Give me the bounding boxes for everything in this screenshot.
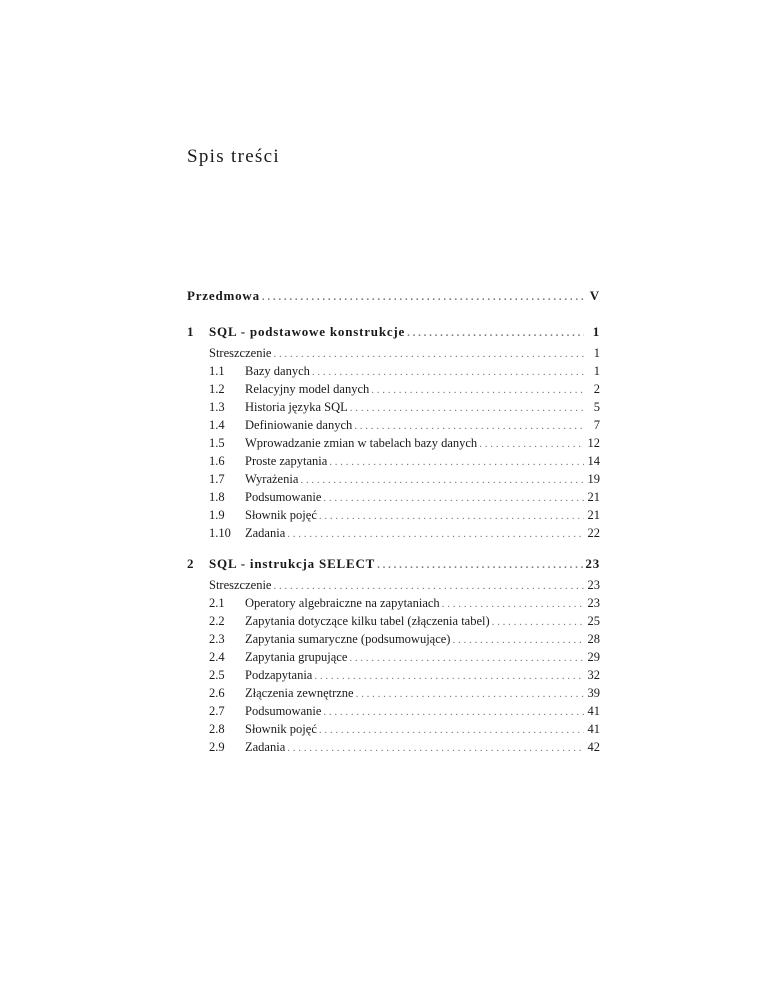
- dot-leader: [371, 381, 584, 399]
- section-title: Podzapytania: [245, 668, 313, 682]
- chapter-block: [187, 552, 600, 756]
- toc-entry-section[interactable]: [187, 380, 600, 398]
- toc-page-number: 41: [587, 704, 600, 718]
- section-number: 1.10: [209, 526, 231, 540]
- toc-entry-section[interactable]: [187, 416, 600, 434]
- dot-leader: [377, 553, 583, 577]
- toc-page-number: 23: [587, 578, 600, 592]
- dot-leader: [273, 577, 584, 595]
- dot-leader: [314, 667, 584, 685]
- section-title: Definiowanie danych: [245, 418, 353, 432]
- section-number: 1.1: [209, 364, 225, 378]
- section-number: 2.8: [209, 722, 225, 736]
- toc-entry-section[interactable]: [187, 434, 600, 452]
- toc-entry-chapter[interactable]: [187, 552, 600, 576]
- section-number: 1.8: [209, 490, 225, 504]
- toc-entry-section[interactable]: [187, 594, 600, 612]
- toc-entry-section[interactable]: [187, 506, 600, 524]
- section-title: Słownik pojęć: [245, 508, 317, 522]
- section-title: Podsumowanie: [245, 704, 322, 718]
- toc-page-number: 5: [593, 400, 600, 414]
- toc-entry-summary[interactable]: [187, 344, 600, 362]
- section-title: Zapytania grupujące: [245, 650, 348, 664]
- page-title: Spis treści: [187, 146, 280, 167]
- toc-page-number: 7: [593, 418, 600, 432]
- toc-entry-section[interactable]: [187, 452, 600, 470]
- toc-entry-section[interactable]: [187, 398, 600, 416]
- section-title: Wprowadzanie zmian w tabelach bazy danych: [245, 436, 478, 450]
- toc-page-number: 19: [587, 472, 600, 486]
- toc-page-number: 28: [587, 632, 600, 646]
- toc-page-number: 23: [585, 556, 600, 571]
- section-title: Słownik pojęć: [245, 722, 317, 736]
- toc-page-number: 21: [587, 490, 600, 504]
- dot-leader: [349, 649, 584, 667]
- chapter-number: 1: [187, 324, 195, 339]
- dot-leader: [407, 321, 584, 345]
- toc-page-number: 39: [587, 686, 600, 700]
- dot-leader: [300, 471, 584, 489]
- toc-page-number: 21: [587, 508, 600, 522]
- section-number: 2.1: [209, 596, 225, 610]
- dot-leader: [323, 489, 584, 507]
- dot-leader: [442, 595, 584, 613]
- toc-entry-title: Przedmowa: [187, 288, 260, 303]
- toc-entry-section[interactable]: [187, 488, 600, 506]
- section-number: 1.5: [209, 436, 225, 450]
- toc-entry-section[interactable]: [187, 666, 600, 684]
- toc-entry-preface[interactable]: [187, 284, 600, 308]
- chapter-title: SQL - podstawowe konstrukcje: [209, 324, 406, 339]
- section-number: 1.9: [209, 508, 225, 522]
- toc-page-number: V: [589, 288, 600, 303]
- dot-leader: [350, 399, 584, 417]
- toc-entry-section[interactable]: [187, 612, 600, 630]
- toc-page-number: 29: [587, 650, 600, 664]
- section-number: 2.2: [209, 614, 225, 628]
- toc-page-number: 1: [592, 324, 600, 339]
- toc-page-number: 41: [587, 722, 600, 736]
- toc-page-number: 25: [587, 614, 600, 628]
- section-number: 2.9: [209, 740, 225, 754]
- toc-entry-title: Streszczenie: [209, 346, 272, 360]
- toc-entry-section[interactable]: [187, 470, 600, 488]
- section-title: Zadania: [245, 740, 286, 754]
- section-title: Relacyjny model danych: [245, 382, 370, 396]
- dot-leader: [356, 685, 584, 703]
- toc-entry-section[interactable]: [187, 648, 600, 666]
- dot-leader: [319, 507, 584, 525]
- chapter-title: SQL - instrukcja SELECT: [209, 556, 376, 571]
- toc-entry-summary[interactable]: [187, 576, 600, 594]
- dot-leader: [452, 631, 584, 649]
- dot-leader: [492, 613, 584, 631]
- section-number: 2.5: [209, 668, 225, 682]
- toc-entry-title: Streszczenie: [209, 578, 272, 592]
- section-number: 2.3: [209, 632, 225, 646]
- table-of-contents: [187, 284, 600, 766]
- toc-entry-section[interactable]: [187, 362, 600, 380]
- dot-leader: [479, 435, 584, 453]
- dot-leader: [273, 345, 584, 363]
- toc-page-number: 32: [587, 668, 600, 682]
- dot-leader: [329, 453, 584, 471]
- dot-leader: [287, 739, 584, 757]
- toc-page-number: 22: [587, 526, 600, 540]
- dot-leader: [312, 363, 584, 381]
- chapter-block: [187, 320, 600, 542]
- section-title: Proste zapytania: [245, 454, 328, 468]
- toc-page-number: 23: [587, 596, 600, 610]
- toc-entry-section[interactable]: [187, 684, 600, 702]
- section-title: Historia języka SQL: [245, 400, 348, 414]
- section-number: 1.2: [209, 382, 225, 396]
- section-title: Zapytania sumaryczne (podsumowujące): [245, 632, 451, 646]
- toc-entry-section[interactable]: [187, 524, 600, 542]
- section-title: Zadania: [245, 526, 286, 540]
- section-number: 2.7: [209, 704, 225, 718]
- section-title: Operatory algebraiczne na zapytaniach: [245, 596, 440, 610]
- chapter-number: 2: [187, 556, 195, 571]
- section-title: Zapytania dotyczące kilku tabel (złączenia tabel): [245, 614, 490, 628]
- toc-page-number: 14: [587, 454, 600, 468]
- dot-leader: [319, 721, 584, 739]
- dot-leader: [262, 285, 584, 309]
- toc-page-number: 2: [593, 382, 600, 396]
- dot-leader: [323, 703, 584, 721]
- section-number: 1.6: [209, 454, 225, 468]
- section-number: 1.7: [209, 472, 225, 486]
- section-number: 2.4: [209, 650, 225, 664]
- section-title: Podsumowanie: [245, 490, 322, 504]
- toc-entry-section[interactable]: [187, 630, 600, 648]
- section-number: 1.3: [209, 400, 225, 414]
- toc-entry-section[interactable]: [187, 702, 600, 720]
- section-title: Złączenia zewnętrzne: [245, 686, 354, 700]
- toc-entry-section[interactable]: [187, 738, 600, 756]
- toc-page-number: 1: [593, 346, 600, 360]
- dot-leader: [287, 525, 584, 543]
- toc-page-number: 42: [587, 740, 600, 754]
- toc-entry-chapter[interactable]: [187, 320, 600, 344]
- section-title: Bazy danych: [245, 364, 310, 378]
- toc-entry-section[interactable]: [187, 720, 600, 738]
- section-title: Wyrażenia: [245, 472, 299, 486]
- toc-page-number: 1: [593, 364, 600, 378]
- section-number: 1.4: [209, 418, 225, 432]
- toc-page-number: 12: [587, 436, 600, 450]
- dot-leader: [354, 417, 584, 435]
- section-number: 2.6: [209, 686, 225, 700]
